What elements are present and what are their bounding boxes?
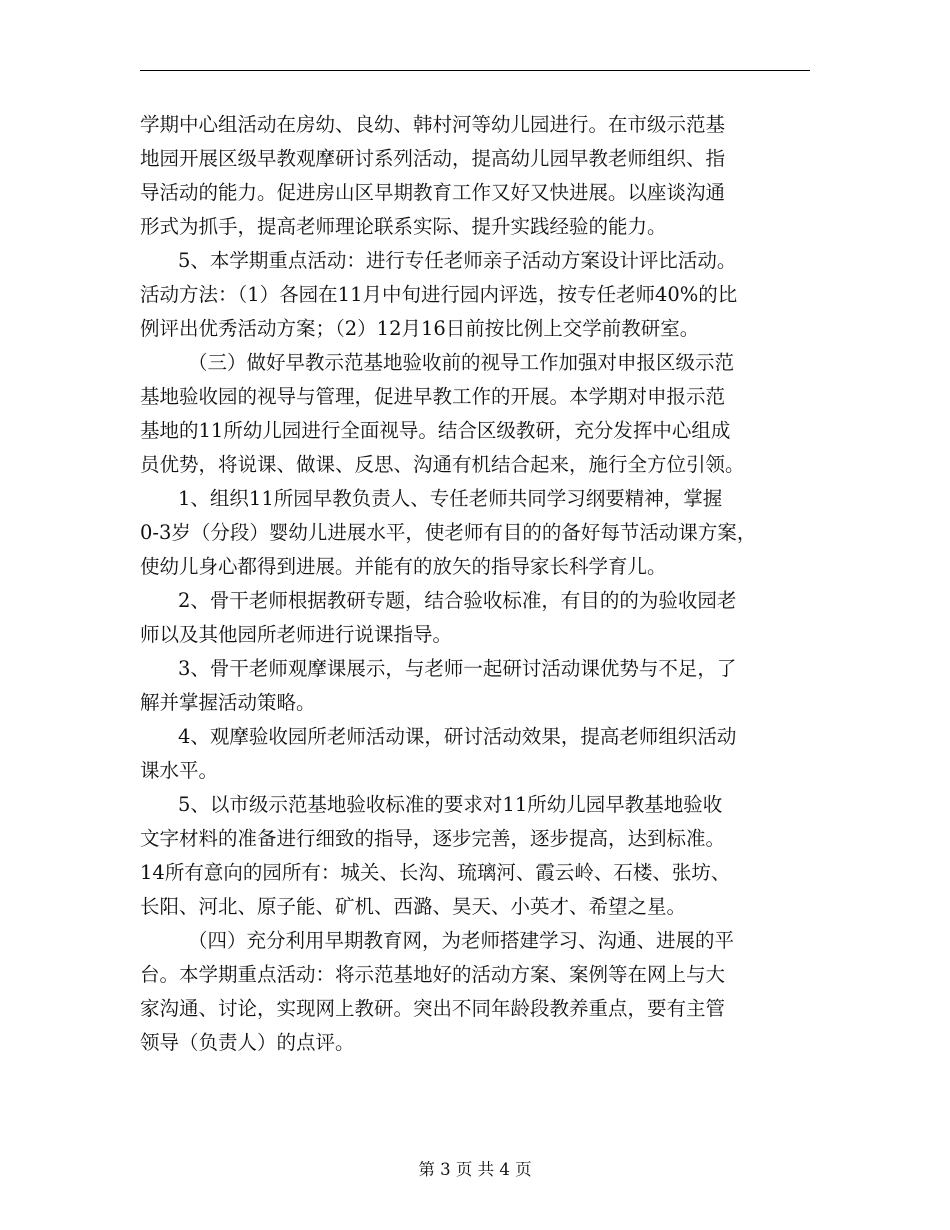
body-line: 长阳、河北、原子能、矿机、西潞、昊天、小英才、希望之星。: [140, 895, 687, 918]
body-line: 员优势，将说课、做课、反思、沟通有机结合起来，施行全方位引领。: [140, 453, 745, 476]
body-line: 师以及其他园所老师进行说课指导。: [140, 623, 453, 646]
body-line: 学期中心组活动在房幼、良幼、韩村河等幼儿园进行。在市级示范基: [140, 113, 726, 136]
body-line: 领导（负责人）的点评。: [140, 1031, 355, 1054]
section-heading-4: （四）充分利用早期教育网，为老师搭建学习、沟通、进展的平: [188, 929, 735, 952]
body-line: 5、以市级示范基地验收标准的要求对11所幼儿园早教基地验收: [178, 793, 723, 816]
body-line: 4、观摩验收园所老师活动课，研讨活动效果，提高老师组织活动: [178, 725, 737, 748]
body-line: 解并掌握活动策略。: [140, 691, 316, 714]
body-line: 使幼儿身心都得到进展。并能有的放矢的指导家长科学育儿。: [140, 555, 667, 578]
body-line: 活动方法：（1）各园在11月中旬进行园内评选，按专任老师40%的比: [140, 283, 738, 306]
body-line: 形式为抓手，提高老师理论联系实际、提升实践经验的能力。: [140, 215, 667, 238]
body-line: 导活动的能力。促进房山区早期教育工作又好又快进展。以座谈沟通: [140, 181, 726, 204]
page-number-footer: 第 3 页 共 4 页: [418, 1160, 532, 1179]
body-line: 5、本学期重点活动：进行专任老师亲子活动方案设计评比活动。: [178, 249, 737, 272]
body-line: 基地验收园的视导与管理，促进早教工作的开展。本学期对申报示范: [140, 385, 726, 408]
body-line: 14所有意向的园所有：城关、长沟、琉璃河、霞云岭、石楼、张坊、: [140, 861, 731, 884]
body-line: 家沟通、讨论，实现网上教研。突出不同年龄段教养重点，要有主管: [140, 997, 726, 1020]
body-line: 文字材料的准备进行细致的指导，逐步完善，逐步提高，达到标准。: [140, 827, 726, 850]
body-line: 例评出优秀活动方案；（2）12月16日前按比例上交学前教研室。: [140, 317, 700, 340]
body-line: 课水平。: [140, 759, 219, 782]
body-line: 台。本学期重点活动：将示范基地好的活动方案、案例等在网上与大: [140, 963, 726, 986]
header-rule: [140, 70, 810, 71]
body-line: 3、骨干老师观摩课展示，与老师一起研讨活动课优势与不足，了: [178, 657, 737, 680]
body-line: 2、骨干老师根据教研专题，结合验收标准，有目的的为验收园老: [178, 589, 737, 612]
body-line: 基地的11所幼儿园进行全面视导。结合区级教研，充分发挥中心组成: [140, 419, 731, 442]
body-line: 0-3岁（分段）婴幼儿进展水平，使老师有目的的备好每节活动课方案，: [140, 521, 757, 544]
document-body: [140, 108, 812, 1060]
body-line: 地园开展区级早教观摩研讨系列活动，提高幼儿园早教老师组织、指: [140, 147, 726, 170]
body-line: 1、组织11所园早教负责人、专任老师共同学习纲要精神，掌握: [178, 487, 723, 510]
section-heading-3: （三）做好早教示范基地验收前的视导工作加强对申报区级示范: [188, 351, 735, 374]
